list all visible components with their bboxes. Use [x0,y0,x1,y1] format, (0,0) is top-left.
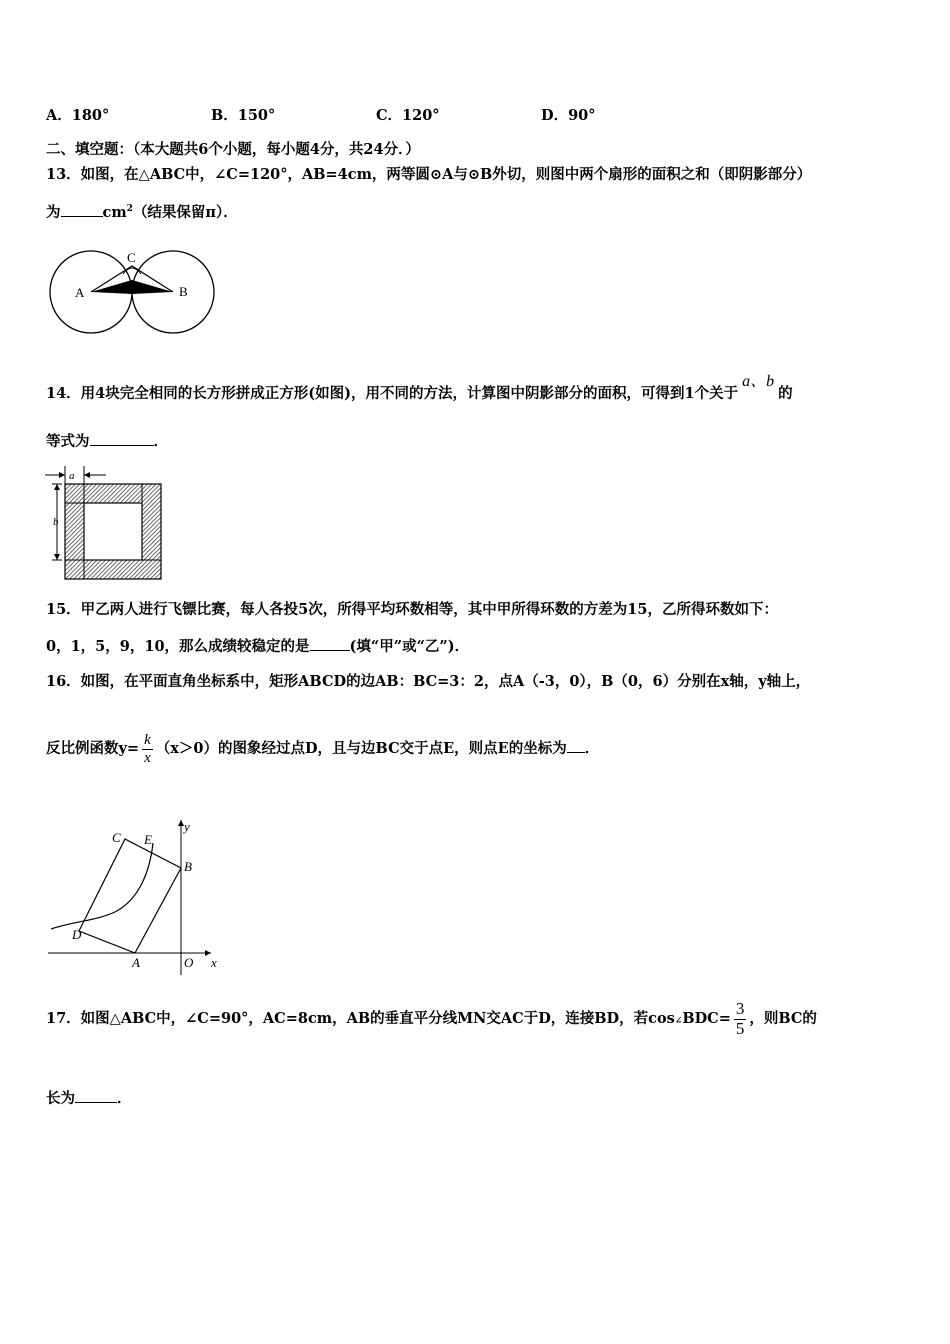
q13-pre: 为 [46,204,61,221]
q16-figure [45,815,235,975]
label-y: y [184,819,190,834]
q17-line2-post: ． [117,1090,132,1107]
section-title: 二、填空题：（本大题共6个小题，每小题4分，共24分．） [46,141,420,158]
q17-line2-pre: 长为 [46,1090,75,1107]
label-c: C [127,250,136,265]
label-d: D [72,927,82,942]
sector-b [132,280,173,294]
q17-frac-den: 5 [735,1018,745,1038]
q16-end: ． [584,740,600,757]
q16-pre: 反比例函数y= [46,740,140,757]
option-b: B．150° [211,107,276,124]
label-x: x [211,955,217,970]
sector-a [91,280,132,294]
q17-mid: BDC= [682,1010,731,1028]
q16-fraction [142,732,153,766]
label-o: O [184,955,194,970]
q17-pre: 17．如图△ABC中，∠C=90°，AC=8cm，AB的垂直平分线MN交AC于D，连接BD，若cos [46,1010,675,1028]
label-b: b [53,516,59,528]
q16-line2 [46,732,599,766]
q14-figure [42,466,172,586]
q16-post: （x＞0）的图象经过点D，且与边BC交于点E，则点E的坐标为 [155,740,567,757]
q13-figure [45,242,225,342]
q13-answer-blank[interactable] [61,202,103,217]
q14-answer-blank[interactable] [90,431,154,446]
label-e: E [144,832,152,847]
q14-line2 [46,430,168,451]
q13-sup: 2 [126,204,133,215]
q15-line2 [46,635,469,656]
label-b: B [184,859,192,874]
option-c: C．120° [376,107,440,124]
q16-frac-den: x [144,749,151,766]
q15-line1: 15．甲乙两人进行飞镖比赛，每人各投5次，所得平均环数相等，其中甲所得环数的方差为15，乙所得环数如下： [46,601,778,618]
q17-fraction [734,1000,747,1038]
label-a: a [69,470,75,482]
q14-line2-pre: 等式为 [46,433,90,450]
q17-answer-blank[interactable] [75,1088,117,1103]
option-a: A．180° [46,107,110,124]
q13-post: （结果保留π）． [132,204,238,221]
q13-line1: 13．如图，在△ABC中，∠C=120°，AB=4cm，两等圆⊙A与⊙B外切，则图中两个扇形的面积之和（即阴影部分） [46,166,812,183]
q14-pre: 14．用4块完全相同的长方形拼成正方形(如图)，用不同的方法，计算图中阴影部分的面积，可得到1个关于 [46,385,739,402]
label-b: B [179,284,188,299]
label-c: C [112,830,121,845]
q14-line1 [46,373,793,403]
rectangle-abcd [79,839,181,953]
q17-post: ，则BC的 [749,1010,817,1028]
label-a: A [75,285,85,300]
q14-line2-post: ． [153,433,168,450]
q14-vars: a、b [742,373,775,390]
q17-frac-num: 3 [735,999,745,1018]
q17-angle-sign: ∠ [674,1016,683,1027]
q16-answer-blank[interactable] [567,738,585,753]
option-d: D．90° [541,107,596,124]
q15-post: (填“甲”或“乙”)． [349,638,470,655]
q17-line2 [46,1087,132,1108]
q13-line2 [46,201,238,222]
label-a: A [132,955,140,970]
q14-post: 的 [778,385,793,402]
q15-answer-blank[interactable] [310,636,350,651]
q13-unit: cm [102,204,127,221]
q16-line1: 16．如图，在平面直角坐标系中，矩形ABCD的边AB：BC=3：2，点A（-3，0），B（0，6）分别在x轴，y轴上， [46,673,811,690]
q17-line1 [46,1000,817,1038]
q15-pre: 0，1，5，9，10，那么成绩较稳定的是 [46,638,310,655]
q16-frac-num: k [144,732,151,748]
inner-square [84,503,142,560]
